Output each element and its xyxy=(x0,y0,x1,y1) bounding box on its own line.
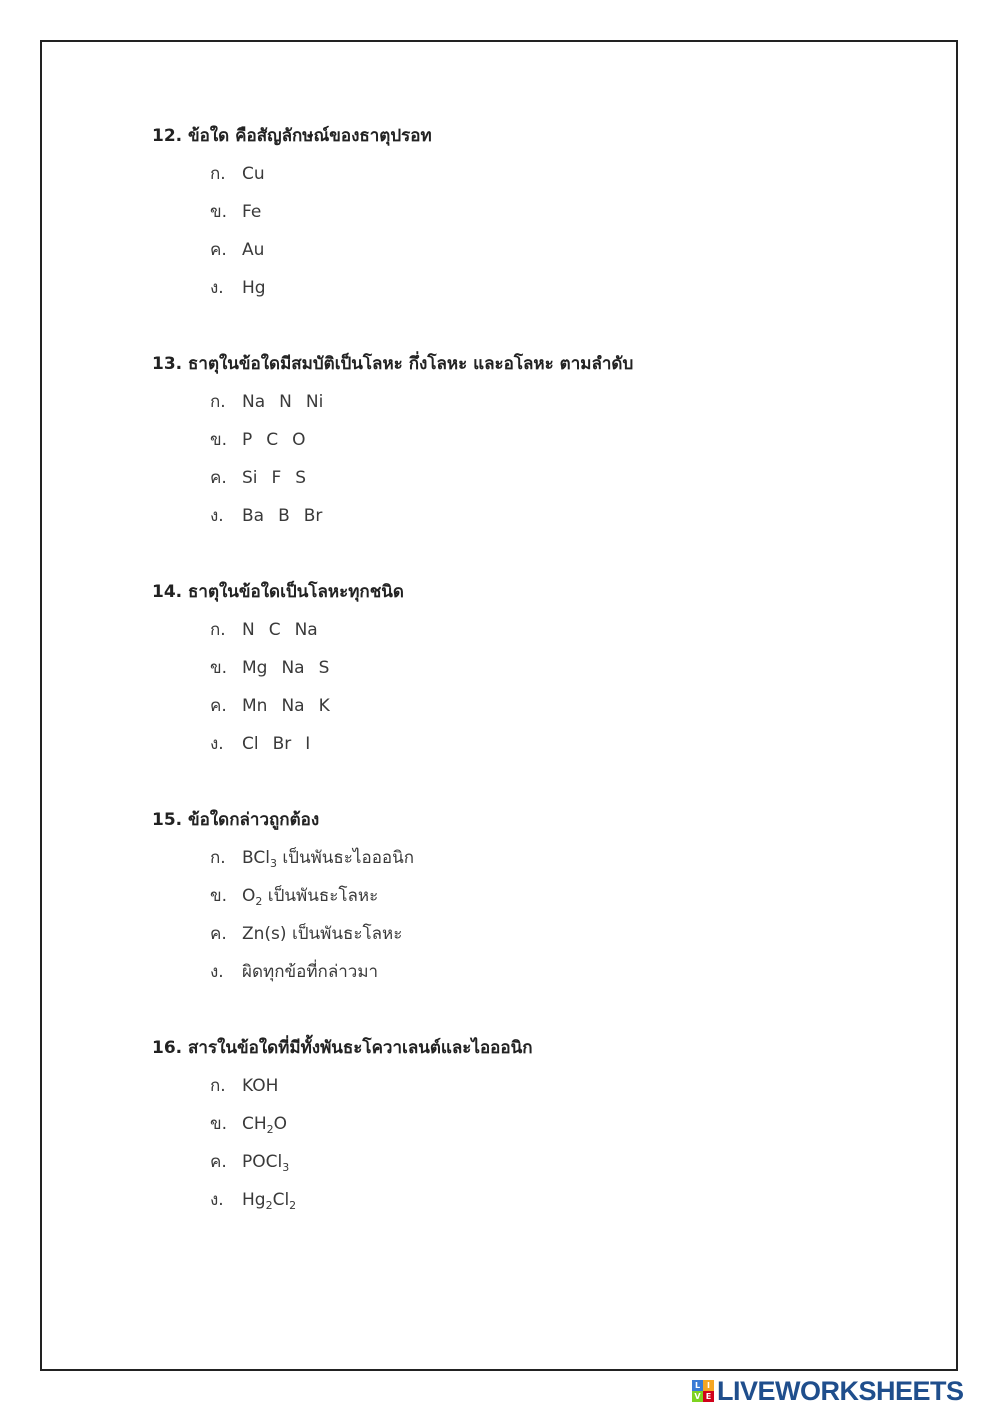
question-title: 13. ธาตุในข้อใดมีสมบัติเป็นโลหะ กึ่งโลหะ และอโลหะ ตามลำดับ xyxy=(152,354,634,374)
answer-option[interactable] xyxy=(152,200,432,238)
answer-option[interactable] xyxy=(152,846,415,884)
option-marker: ค. xyxy=(210,1152,227,1172)
option-text: Mn Na K xyxy=(242,696,330,716)
option-text: Fe xyxy=(242,202,262,222)
option-marker: ข. xyxy=(210,430,228,450)
option-text: Ba B Br xyxy=(242,506,323,526)
option-text: P C O xyxy=(242,430,306,450)
watermark xyxy=(692,1376,992,1406)
option-text: $CH_2O$ xyxy=(242,1114,288,1136)
option-text: Hg xyxy=(242,278,266,298)
logo-square: V xyxy=(692,1391,703,1402)
answer-options xyxy=(152,162,432,314)
answer-options xyxy=(152,390,633,542)
answer-option[interactable] xyxy=(152,504,633,542)
question-title: 14. ธาตุในข้อใดเป็นโลหะทุกชนิด xyxy=(152,582,404,602)
answer-option[interactable] xyxy=(152,1188,533,1226)
question-13 xyxy=(152,352,633,542)
answer-options xyxy=(152,1074,533,1226)
question-14 xyxy=(152,580,404,770)
answer-option[interactable] xyxy=(152,390,633,428)
answer-option[interactable] xyxy=(152,960,379,998)
option-text: KOH xyxy=(242,1076,279,1096)
logo-square: L xyxy=(692,1380,703,1391)
answer-option[interactable] xyxy=(152,618,404,656)
answer-option[interactable] xyxy=(152,732,404,770)
option-text: Zn(s) เป็นพันธะโลหะ xyxy=(242,924,403,944)
option-text: N C Na xyxy=(242,620,318,640)
option-text: Si F S xyxy=(242,468,307,488)
answer-option[interactable] xyxy=(152,162,432,200)
logo-square: I xyxy=(703,1380,714,1391)
option-marker: ค. xyxy=(210,240,227,260)
option-marker: ค. xyxy=(210,468,227,488)
option-marker: ง. xyxy=(210,506,224,526)
option-text: $O_2$ เป็นพันธะโลหะ xyxy=(242,886,379,908)
answer-option[interactable] xyxy=(152,1150,533,1188)
option-marker: ง. xyxy=(210,1190,224,1210)
answer-options xyxy=(152,618,404,770)
option-marker: ง. xyxy=(210,278,224,298)
answer-options xyxy=(152,846,415,998)
option-marker: ก. xyxy=(210,392,226,412)
liveworksheets-logo-icon xyxy=(692,1380,714,1402)
option-marker: ก. xyxy=(210,620,226,640)
option-marker: ค. xyxy=(210,696,227,716)
question-12 xyxy=(152,124,432,314)
watermark-text: LIVEWORKSHEETS xyxy=(717,1375,964,1406)
answer-option[interactable] xyxy=(152,466,633,504)
answer-option[interactable] xyxy=(152,656,404,694)
question-title: 15. ข้อใดกล่าวถูกต้อง xyxy=(152,810,320,830)
option-marker: ค. xyxy=(210,924,227,944)
option-text: Cl Br I xyxy=(242,734,311,754)
option-text: Na N Ni xyxy=(242,392,324,412)
logo-square: E xyxy=(703,1391,714,1402)
option-marker: ข. xyxy=(210,886,228,906)
question-title: 16. สารในข้อใดที่มีทั้งพันธะโควาเลนต์และไอออนิก xyxy=(152,1038,533,1058)
option-text: $Hg_2Cl_2$ xyxy=(242,1190,297,1212)
answer-option[interactable] xyxy=(152,1074,533,1112)
option-marker: ข. xyxy=(210,1114,228,1134)
option-marker: ก. xyxy=(210,164,226,184)
option-marker: ก. xyxy=(210,1076,226,1096)
option-marker: ก. xyxy=(210,848,226,868)
option-marker: ข. xyxy=(210,658,228,678)
option-text: ผิดทุกข้อที่กล่าวมา xyxy=(242,962,379,982)
answer-option[interactable] xyxy=(152,694,404,732)
option-text: POCl$_3$ xyxy=(242,1152,290,1174)
answer-option[interactable] xyxy=(152,1112,533,1150)
option-text: Mg Na S xyxy=(242,658,330,678)
question-16 xyxy=(152,1036,533,1226)
question-title: 12. ข้อใด คือสัญลักษณ์ของธาตุปรอท xyxy=(152,126,432,146)
answer-option[interactable] xyxy=(152,428,633,466)
option-marker: ง. xyxy=(210,734,224,754)
option-marker: ง. xyxy=(210,962,224,982)
option-text: Au xyxy=(242,240,265,260)
answer-option[interactable] xyxy=(152,884,379,922)
question-15 xyxy=(152,808,415,998)
answer-option[interactable] xyxy=(152,238,432,276)
answer-option[interactable] xyxy=(152,922,403,960)
option-text: Cu xyxy=(242,164,265,184)
option-marker: ข. xyxy=(210,202,228,222)
answer-option[interactable] xyxy=(152,276,432,314)
option-text: BCl$_3$ เป็นพันธะไอออนิก xyxy=(242,848,415,870)
